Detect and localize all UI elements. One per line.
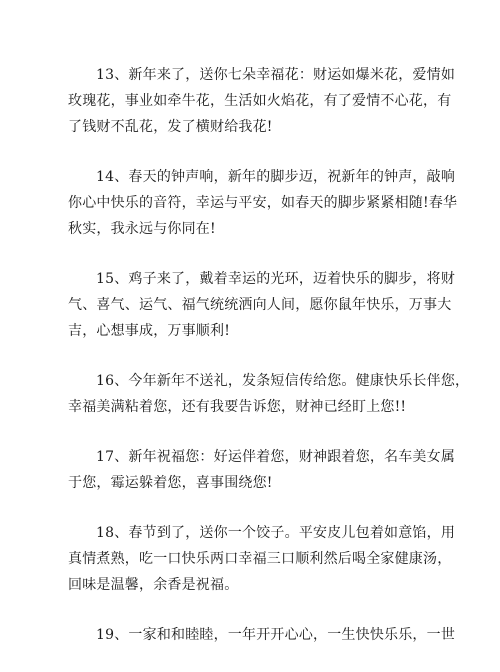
paragraph-line: 秋实，我永远与你同在!	[68, 221, 216, 237]
paragraph-line: 吉，心想事成，万事顺利!	[68, 323, 231, 339]
paragraph-line: 19、一家和和睦睦，一年开开心心，一生快快乐乐，一世	[96, 627, 456, 643]
paragraph-16	[68, 368, 470, 420]
paragraph-13	[68, 62, 456, 140]
paragraph-line: 18、春节到了，送你一个饺子。平安皮儿包着如意馅，用	[96, 525, 456, 541]
paragraph-line: 了钱财不乱花，发了横财给我花!	[68, 119, 273, 135]
paragraph-line: 回味是温馨，余香是祝福。	[68, 577, 239, 593]
paragraph-line: 15、鸡子来了，戴着幸运的光环，迈着快乐的脚步，将财	[96, 271, 456, 287]
paragraph-line: 气、喜气、运气、福气统统洒向人间，愿你鼠年快乐，万事大	[68, 297, 452, 313]
document-body	[68, 62, 470, 672]
paragraph-line: 14、春天的钟声响，新年的脚步迈，祝新年的钟声，敲响	[96, 169, 456, 185]
paragraph-line: 玫瑰花，事业如牵牛花，生活如火焰花，有了爱情不心花，有	[68, 93, 452, 109]
paragraph-line: 16、今年新年不送礼，发条短信传给您。健康快乐长伴您，	[96, 373, 470, 389]
paragraph-line: 真情煮熟，吃一口快乐两口幸福三口顺利然后喝全家健康汤，	[68, 551, 452, 567]
paragraph-17	[68, 444, 456, 496]
paragraph-line: 13、新年来了，送你七朵幸福花：财运如爆米花，爱情如	[96, 67, 456, 83]
paragraph-14	[68, 164, 458, 242]
paragraph-15	[68, 266, 456, 344]
paragraph-line: 你心中快乐的音符，幸运与平安，如春天的脚步紧紧相随!春华	[68, 195, 458, 211]
paragraph-line: 于您，霉运躲着您，喜事围绕您!	[68, 475, 273, 491]
paragraph-19	[68, 622, 456, 648]
paragraph-18	[68, 520, 456, 598]
paragraph-line: 17、新年祝福您：好运伴着您，财神跟着您，名车美女属	[96, 449, 456, 465]
paragraph-line: 幸福美满粘着您，还有我要告诉您，财神已经盯上您!!	[68, 399, 407, 415]
